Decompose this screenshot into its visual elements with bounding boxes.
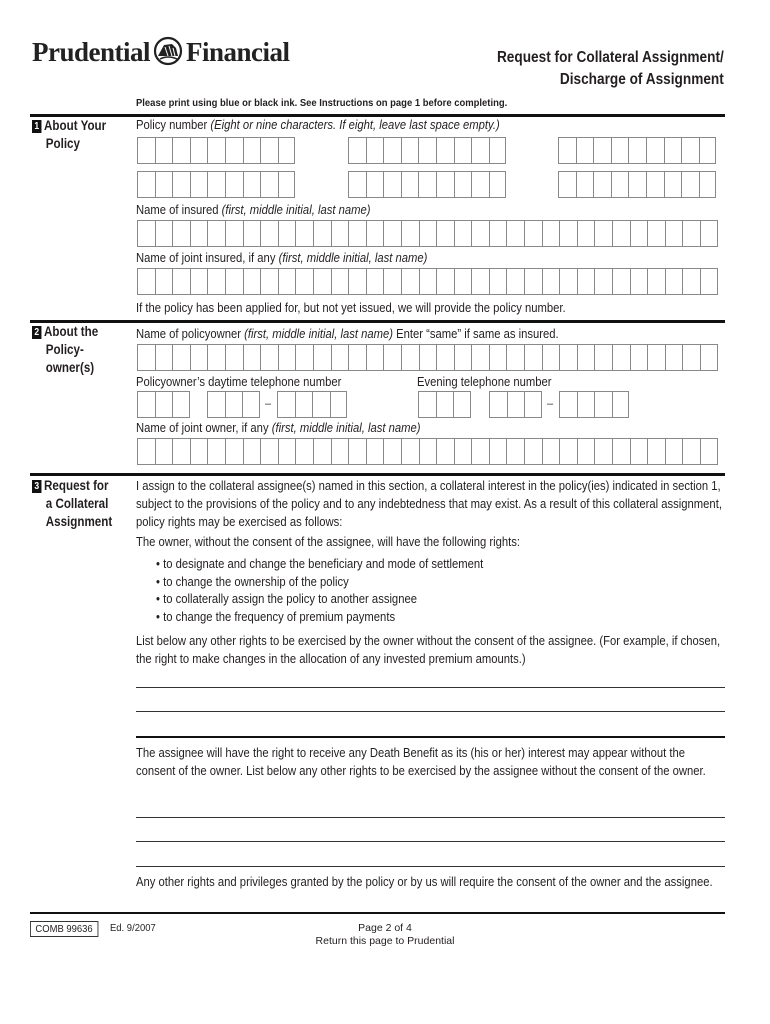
character-box[interactable] [295, 438, 313, 465]
character-box[interactable] [190, 438, 208, 465]
character-box[interactable] [243, 268, 261, 295]
character-box[interactable] [664, 171, 682, 198]
character-box[interactable] [594, 344, 612, 371]
character-box[interactable] [155, 137, 173, 164]
character-box[interactable] [593, 171, 611, 198]
character-box[interactable] [401, 268, 419, 295]
section1-heading-line2: Policy [45, 136, 80, 151]
evening-phone-dash: – [547, 398, 554, 410]
character-box[interactable] [647, 344, 665, 371]
character-box[interactable] [436, 220, 454, 247]
character-box[interactable] [418, 171, 436, 198]
daytime-phone-prefix-field[interactable] [207, 391, 260, 418]
character-box[interactable] [383, 438, 401, 465]
character-box[interactable] [313, 438, 331, 465]
character-box[interactable] [436, 438, 454, 465]
section1-heading [32, 117, 106, 153]
daytime-phone-line-field[interactable] [277, 391, 347, 418]
character-box[interactable] [348, 220, 366, 247]
insured-name-field[interactable] [137, 220, 718, 247]
character-box[interactable] [594, 438, 612, 465]
character-box[interactable] [155, 220, 173, 247]
character-box[interactable] [700, 268, 718, 295]
character-box[interactable] [577, 268, 595, 295]
policy-number-label [136, 118, 500, 132]
character-box[interactable] [172, 438, 190, 465]
character-box[interactable] [682, 220, 700, 247]
character-box[interactable] [594, 268, 612, 295]
character-box[interactable] [419, 438, 437, 465]
character-box[interactable] [172, 344, 190, 371]
character-box[interactable] [260, 268, 278, 295]
character-box[interactable] [524, 344, 542, 371]
character-box[interactable] [506, 268, 524, 295]
character-box[interactable] [489, 171, 507, 198]
evening-phone-line-field[interactable] [559, 391, 629, 418]
character-box[interactable] [436, 391, 454, 418]
character-box[interactable] [665, 220, 683, 247]
character-box[interactable] [137, 171, 155, 198]
character-box[interactable] [558, 171, 576, 198]
rock-of-gibraltar-icon [153, 36, 183, 66]
joint-insured-hint: (first, middle initial, last name) [278, 251, 428, 265]
character-box[interactable] [682, 344, 700, 371]
character-box[interactable] [576, 137, 594, 164]
policyowner-name-label [136, 327, 559, 341]
owner-other-rights-instructions [136, 632, 726, 668]
owner-rights-list [156, 556, 520, 626]
character-box[interactable] [559, 344, 577, 371]
joint-owner-hint: (first, middle initial, last name) [271, 421, 421, 435]
character-box[interactable] [348, 171, 366, 198]
character-box[interactable] [454, 344, 472, 371]
character-box[interactable] [401, 438, 419, 465]
character-box[interactable] [611, 137, 629, 164]
character-box[interactable] [577, 438, 595, 465]
character-box[interactable] [366, 220, 384, 247]
character-box[interactable] [454, 220, 472, 247]
character-box[interactable] [366, 137, 384, 164]
policy-number-5-field[interactable] [348, 171, 506, 198]
character-box[interactable] [260, 344, 278, 371]
character-box[interactable] [577, 344, 595, 371]
character-box[interactable] [137, 137, 155, 164]
character-box[interactable] [454, 438, 472, 465]
character-box[interactable] [155, 438, 173, 465]
character-box[interactable] [348, 268, 366, 295]
insured-name-label-text: Name of insured [136, 203, 222, 217]
return-note: Return this page to Prudential [315, 935, 455, 947]
logo-text-left: Prudential [32, 37, 151, 67]
section3-heading-line1: Request for [44, 478, 109, 493]
evening-phone-area-code-field[interactable] [418, 391, 471, 418]
owner-other-rights-line-2[interactable] [136, 711, 725, 712]
character-box[interactable] [155, 391, 173, 418]
character-box[interactable] [471, 220, 489, 247]
character-box[interactable] [155, 268, 173, 295]
character-box[interactable] [418, 137, 436, 164]
character-box[interactable] [453, 391, 471, 418]
policy-number-hint: (Eight or nine characters. If eight, leave last space empty.) [210, 118, 500, 132]
character-box[interactable] [524, 220, 542, 247]
character-box[interactable] [612, 438, 630, 465]
character-box[interactable] [137, 220, 155, 247]
character-box[interactable] [225, 391, 243, 418]
character-box[interactable] [278, 171, 296, 198]
character-box[interactable] [190, 137, 208, 164]
character-box[interactable] [558, 137, 576, 164]
character-box[interactable] [401, 220, 419, 247]
character-box[interactable] [506, 220, 524, 247]
character-box[interactable] [190, 344, 208, 371]
section2-heading [32, 323, 98, 377]
joint-insured-name-field[interactable] [137, 268, 718, 295]
character-box[interactable] [401, 171, 419, 198]
character-box[interactable] [366, 438, 384, 465]
character-box[interactable] [612, 220, 630, 247]
assignee-other-rights-line-1[interactable] [136, 817, 725, 818]
policy-number-2-field[interactable] [348, 137, 506, 164]
character-box[interactable] [295, 268, 313, 295]
owner-other-rights-text: List below any other rights to be exercised by the owner without the consent of the assignee. (For example, if chosen, the right to make changes in the allocation of any invested premium amounts.) [136, 634, 721, 666]
character-box[interactable] [419, 220, 437, 247]
character-box[interactable] [524, 438, 542, 465]
character-box[interactable] [489, 137, 507, 164]
character-box[interactable] [594, 220, 612, 247]
character-box[interactable] [172, 268, 190, 295]
character-box[interactable] [630, 438, 648, 465]
character-box[interactable] [524, 268, 542, 295]
policy-number-label-text: Policy number [136, 118, 211, 132]
character-box[interactable] [260, 171, 278, 198]
character-box[interactable] [383, 220, 401, 247]
section2-divider [30, 320, 725, 323]
character-box[interactable] [489, 220, 507, 247]
owner-rights-intro [136, 533, 726, 551]
character-box[interactable] [612, 391, 630, 418]
character-box[interactable] [207, 391, 225, 418]
page-info [285, 922, 485, 948]
section2-heading-line2: Policy- [45, 342, 84, 357]
owner-right-item: • to collaterally assign the policy to another assignee [156, 592, 417, 606]
character-box[interactable] [646, 171, 664, 198]
character-box[interactable] [682, 268, 700, 295]
character-box[interactable] [383, 344, 401, 371]
character-box[interactable] [137, 268, 155, 295]
character-box[interactable] [313, 344, 331, 371]
character-box[interactable] [471, 137, 489, 164]
assignment-intro-text: I assign to the collateral assignee(s) named in this section, a collateral interest in the policy(ies) indicated in section 1, subject to the provisions of the policy and to any indebtedness that may exist. As a result of this collateral assignment, policy rights may be exercised as follows: [136, 479, 722, 529]
character-box[interactable] [647, 220, 665, 247]
character-box[interactable] [172, 220, 190, 247]
character-box[interactable] [330, 391, 348, 418]
policyowner-name-field[interactable] [137, 344, 718, 371]
character-box[interactable] [260, 137, 278, 164]
character-box[interactable] [383, 268, 401, 295]
character-box[interactable] [225, 137, 243, 164]
section2-heading-line1: About the [44, 324, 99, 339]
character-box[interactable] [471, 344, 489, 371]
section2-heading-line3: owner(s) [45, 360, 95, 375]
character-box[interactable] [524, 391, 542, 418]
character-box[interactable] [243, 344, 261, 371]
other-rights-consent-text: Any other rights and privileges granted by the policy or by us will require the consent of the owner and the assignee. [136, 875, 713, 889]
section3-heading-line3: Assignment [45, 514, 113, 529]
ink-instructions: Please print using blue or black ink. See Instructions on page 1 before completing. [136, 97, 508, 109]
character-box[interactable] [489, 391, 507, 418]
character-box[interactable] [313, 220, 331, 247]
character-box[interactable] [647, 438, 665, 465]
character-box[interactable] [295, 220, 313, 247]
joint-insured-label [136, 251, 427, 265]
character-box[interactable] [401, 137, 419, 164]
character-box[interactable] [576, 171, 594, 198]
form-code: COMB 99636 [30, 921, 98, 937]
character-box[interactable] [665, 438, 683, 465]
character-box[interactable] [419, 268, 437, 295]
evening-phone-prefix-field[interactable] [489, 391, 542, 418]
character-box[interactable] [243, 137, 261, 164]
character-box[interactable] [612, 344, 630, 371]
character-box[interactable] [260, 438, 278, 465]
character-box[interactable] [489, 268, 507, 295]
section1-number: 1 [32, 120, 41, 133]
character-box[interactable] [190, 220, 208, 247]
character-box[interactable] [436, 171, 454, 198]
character-box[interactable] [506, 344, 524, 371]
character-box[interactable] [630, 268, 648, 295]
character-box[interactable] [348, 344, 366, 371]
character-box[interactable] [383, 137, 401, 164]
joint-insured-label-text: Name of joint insured, if any [136, 251, 279, 265]
policyowner-name-label-text: Name of policyowner [136, 327, 245, 341]
character-box[interactable] [436, 268, 454, 295]
evening-phone-label: Evening telephone number [417, 375, 552, 389]
character-box[interactable] [664, 137, 682, 164]
character-box[interactable] [278, 137, 296, 164]
character-box[interactable] [542, 438, 560, 465]
character-box[interactable] [366, 171, 384, 198]
character-box[interactable] [559, 391, 577, 418]
section2-number: 2 [32, 326, 41, 339]
daytime-phone-dash: – [265, 398, 272, 410]
character-box[interactable] [225, 171, 243, 198]
character-box[interactable] [699, 171, 717, 198]
character-box[interactable] [207, 137, 225, 164]
character-box[interactable] [506, 438, 524, 465]
character-box[interactable] [628, 171, 646, 198]
assignee-other-rights-line-2[interactable] [136, 841, 725, 842]
joint-owner-label-text: Name of joint owner, if any [136, 421, 272, 435]
character-box[interactable] [646, 137, 664, 164]
character-box[interactable] [681, 137, 699, 164]
character-box[interactable] [454, 268, 472, 295]
character-box[interactable] [454, 137, 472, 164]
character-box[interactable] [348, 438, 366, 465]
character-box[interactable] [207, 220, 225, 247]
character-box[interactable] [471, 438, 489, 465]
character-box[interactable] [700, 220, 718, 247]
character-box[interactable] [682, 438, 700, 465]
character-box[interactable] [242, 391, 260, 418]
policyowner-same-note: Enter “same” if same as insured. [392, 327, 559, 341]
character-box[interactable] [207, 171, 225, 198]
character-box[interactable] [559, 438, 577, 465]
policy-number-3-field[interactable] [558, 137, 716, 164]
character-box[interactable] [401, 344, 419, 371]
owner-rights-intro-text: The owner, without the consent of the assignee, will have the following rights: [136, 535, 520, 549]
character-box[interactable] [172, 171, 190, 198]
character-box[interactable] [331, 438, 349, 465]
character-box[interactable] [225, 220, 243, 247]
character-box[interactable] [225, 344, 243, 371]
character-box[interactable] [243, 220, 261, 247]
character-box[interactable] [542, 344, 560, 371]
daytime-phone-label: Policyowner’s daytime telephone number [136, 375, 342, 389]
character-box[interactable] [225, 438, 243, 465]
character-box[interactable] [594, 391, 612, 418]
character-box[interactable] [665, 344, 683, 371]
policy-number-6-field[interactable] [558, 171, 716, 198]
policy-number-4-field[interactable] [137, 171, 295, 198]
character-box[interactable] [559, 268, 577, 295]
character-box[interactable] [436, 137, 454, 164]
character-box[interactable] [699, 137, 717, 164]
character-box[interactable] [559, 220, 577, 247]
character-box[interactable] [348, 137, 366, 164]
character-box[interactable] [155, 171, 173, 198]
character-box[interactable] [278, 344, 296, 371]
character-box[interactable] [647, 268, 665, 295]
character-box[interactable] [542, 220, 560, 247]
character-box[interactable] [243, 438, 261, 465]
form-edition: Ed. 9/2007 [110, 922, 156, 934]
policyowner-name-hint: (first, middle initial, last name) [244, 327, 393, 341]
character-box[interactable] [681, 171, 699, 198]
character-box[interactable] [172, 391, 190, 418]
page-number: Page 2 of 4 [358, 922, 412, 934]
form-title [497, 47, 724, 91]
character-box[interactable] [366, 344, 384, 371]
character-box[interactable] [172, 137, 190, 164]
character-box[interactable] [471, 268, 489, 295]
assignee-other-rights-line-3[interactable] [136, 866, 725, 867]
character-box[interactable] [243, 171, 261, 198]
character-box[interactable] [207, 438, 225, 465]
owner-right-item: • to change the frequency of premium payments [156, 609, 396, 624]
character-box[interactable] [630, 220, 648, 247]
owner-right-item: • to designate and change the beneficiary and mode of settlement [156, 557, 484, 571]
character-box[interactable] [190, 268, 208, 295]
character-box[interactable] [489, 438, 507, 465]
assignee-rights-text: The assignee will have the right to receive any Death Benefit as its (his or her) interest may appear without the consent of the owner. List below any other rights to be exercised by the assignee without the consent of the owner. [136, 746, 706, 778]
character-box[interactable] [278, 268, 296, 295]
character-box[interactable] [207, 344, 225, 371]
section3-heading-line2: a Collateral [45, 496, 109, 511]
section3-number: 3 [32, 480, 41, 493]
character-box[interactable] [419, 344, 437, 371]
character-box[interactable] [436, 344, 454, 371]
character-box[interactable] [313, 268, 331, 295]
form-title-line2: Discharge of Assignment [560, 71, 724, 88]
character-box[interactable] [577, 220, 595, 247]
character-box[interactable] [331, 220, 349, 247]
insured-name-hint: (first, middle initial, last name) [221, 203, 371, 217]
character-box[interactable] [278, 438, 296, 465]
character-box[interactable] [577, 391, 595, 418]
character-box[interactable] [507, 391, 525, 418]
character-box[interactable] [295, 391, 313, 418]
character-box[interactable] [277, 391, 295, 418]
character-box[interactable] [295, 344, 313, 371]
owner-right-item: • to change the ownership of the policy [156, 574, 349, 589]
character-box[interactable] [471, 171, 489, 198]
character-box[interactable] [225, 268, 243, 295]
character-box[interactable] [331, 344, 349, 371]
character-box[interactable] [137, 438, 155, 465]
joint-owner-label [136, 421, 420, 435]
character-box[interactable] [418, 391, 436, 418]
character-box[interactable] [630, 344, 648, 371]
daytime-phone-area-code-field[interactable] [137, 391, 190, 418]
character-box[interactable] [155, 344, 173, 371]
character-box[interactable] [260, 220, 278, 247]
section1-divider [30, 114, 725, 117]
footer-divider [30, 912, 725, 914]
assignment-intro-paragraph [136, 477, 726, 531]
assignee-rights-paragraph [136, 744, 726, 780]
section1-heading-line1: About Your [44, 118, 107, 133]
character-box[interactable] [190, 171, 208, 198]
prudential-logo [32, 36, 290, 68]
character-box[interactable] [383, 171, 401, 198]
character-box[interactable] [611, 171, 629, 198]
character-box[interactable] [489, 344, 507, 371]
character-box[interactable] [331, 268, 349, 295]
other-rights-consent-paragraph [136, 873, 726, 891]
character-box[interactable] [628, 137, 646, 164]
section3-divider [30, 473, 725, 476]
policy-number-1-field[interactable] [137, 137, 295, 164]
logo-text-right: Financial [186, 37, 290, 67]
character-box[interactable] [454, 171, 472, 198]
character-box[interactable] [542, 268, 560, 295]
policy-pending-note: If the policy has been applied for, but not yet issued, we will provide the policy number. [136, 301, 566, 315]
character-box[interactable] [137, 344, 155, 371]
owner-other-rights-line-1[interactable] [136, 687, 725, 688]
character-box[interactable] [700, 438, 718, 465]
owner-other-rights-line-3[interactable] [136, 736, 725, 738]
character-box[interactable] [612, 268, 630, 295]
character-box[interactable] [366, 268, 384, 295]
character-box[interactable] [207, 268, 225, 295]
character-box[interactable] [593, 137, 611, 164]
insured-name-label [136, 203, 370, 217]
character-box[interactable] [278, 220, 296, 247]
form-title-line1: Request for Collateral Assignment/ [497, 49, 724, 66]
character-box[interactable] [700, 344, 718, 371]
joint-owner-name-field[interactable] [137, 438, 718, 465]
character-box[interactable] [312, 391, 330, 418]
character-box[interactable] [137, 391, 155, 418]
character-box[interactable] [665, 268, 683, 295]
section3-heading [32, 477, 112, 531]
